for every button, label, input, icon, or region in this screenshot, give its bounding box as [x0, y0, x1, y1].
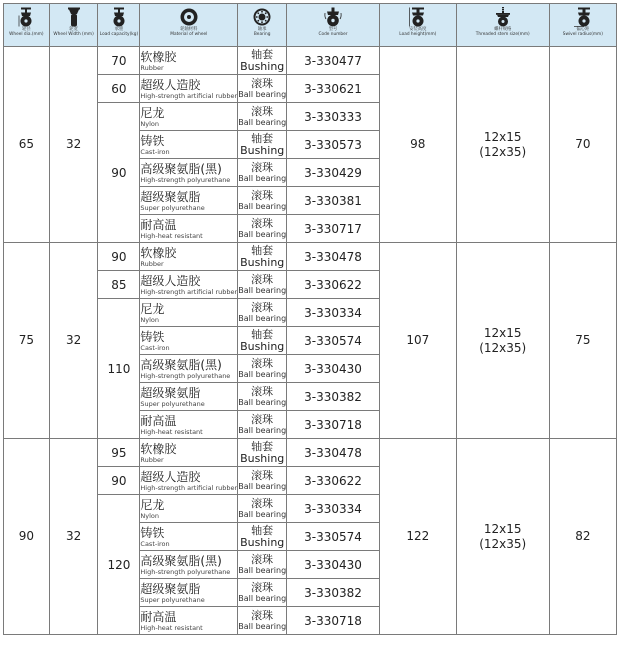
material-en: High-strength polyurethane [140, 567, 231, 576]
threaded-stem-line1: 12x15 [483, 325, 522, 340]
load-capacity-cell: 90 [98, 103, 140, 243]
bearing-en: Ball bearing [238, 118, 287, 127]
material-cell [140, 551, 238, 579]
bearing-cell [238, 495, 287, 523]
material-zh: 高级聚氨脂(黑) [140, 357, 222, 372]
bearing-cell [238, 131, 287, 159]
header-label-en: Wheel dia.(mm) [9, 32, 44, 37]
load-height-icon [408, 7, 428, 27]
bearing-zh: 滚珠 [251, 609, 274, 622]
threaded-stem-cell [456, 243, 549, 439]
wheel-diameter-cell: 90 [4, 439, 50, 635]
material-zh: 超级聚氨脂 [140, 189, 201, 204]
wheel-diameter-cell: 65 [4, 47, 50, 243]
bearing-en: Ball bearing [238, 594, 287, 603]
bearing-icon [253, 7, 271, 27]
header-label-zh: 螺杆规格 [494, 27, 512, 32]
bearing-cell [238, 271, 287, 299]
code-number-cell: 3-330429 [287, 159, 380, 187]
code-number-cell: 3-330430 [287, 551, 380, 579]
material-zh: 超级聚氨脂 [140, 581, 201, 596]
bearing-zh: 轴套 [251, 439, 274, 453]
material-en: Nylon [140, 119, 160, 128]
bearing-zh: 轴套 [251, 327, 274, 341]
material-cell [140, 271, 238, 299]
bearing-cell [238, 299, 287, 327]
bearing-zh: 滚珠 [251, 273, 274, 286]
code-number-cell: 3-330333 [287, 103, 380, 131]
material-en: High-heat resistant [140, 427, 203, 436]
bearing-cell [238, 355, 287, 383]
table-row [4, 439, 617, 467]
code-number-cell: 3-330477 [287, 47, 380, 75]
bearing-zh: 滚珠 [251, 413, 274, 426]
material-en: Nylon [140, 315, 160, 324]
material-en: Nylon [140, 511, 160, 520]
bearing-en: Bushing [240, 451, 285, 465]
material-zh: 耐高温 [140, 609, 177, 624]
material-cell [140, 243, 238, 271]
bearing-en: Ball bearing [238, 286, 287, 295]
bearing-en: Ball bearing [238, 314, 287, 323]
threaded-stem-cell [456, 47, 549, 243]
load-capacity-cell: 90 [98, 243, 140, 271]
bearing-en: Bushing [240, 143, 285, 157]
bearing-zh: 滚珠 [251, 357, 274, 370]
bearing-en: Bushing [240, 59, 285, 73]
material-en: Cast-iron [140, 539, 170, 548]
load-capacity-cell: 95 [98, 439, 140, 467]
bearing-zh: 滚珠 [251, 301, 274, 314]
code-number-cell: 3-330382 [287, 579, 380, 607]
header-code-number [287, 4, 380, 47]
material-cell [140, 103, 238, 131]
header-label-zh: 偏心距 [576, 27, 590, 32]
material-cell [140, 439, 238, 467]
header-label-en: Material of wheel [170, 32, 208, 37]
material-cell [140, 215, 238, 243]
table-row [4, 47, 617, 75]
material-cell [140, 467, 238, 495]
material-cell [140, 327, 238, 355]
threaded-stem-icon [493, 7, 513, 27]
material-zh: 尼龙 [140, 497, 165, 512]
header-label-en: Wheel Width (mm) [53, 32, 94, 37]
bearing-cell [238, 551, 287, 579]
header-label-zh: 承重 [114, 27, 124, 32]
bearing-zh: 滚珠 [251, 385, 274, 398]
bearing-cell [238, 607, 287, 635]
bearing-en: Ball bearing [238, 370, 287, 379]
table-row [4, 243, 617, 271]
load-capacity-cell: 120 [98, 495, 140, 635]
load-capacity-cell: 90 [98, 467, 140, 495]
material-cell [140, 495, 238, 523]
threaded-stem-line2: (12x35) [479, 144, 527, 159]
swivel-radius-cell: 75 [549, 243, 616, 439]
header-wheel-width [49, 4, 98, 47]
material-cell [140, 131, 238, 159]
threaded-stem-cell [456, 439, 549, 635]
bearing-cell [238, 327, 287, 355]
load-height-cell: 107 [379, 243, 456, 439]
bearing-en: Ball bearing [238, 566, 287, 575]
header-label-zh: 轴承 [257, 27, 267, 32]
header-wheel-dia [4, 4, 50, 47]
header-label-en: Load capacity(kg) [99, 32, 139, 37]
material-cell [140, 187, 238, 215]
swivel-radius-cell: 82 [549, 439, 616, 635]
wheel-material-icon [180, 7, 198, 27]
load-capacity-cell: 60 [98, 75, 140, 103]
header-label-zh: 轮宽 [69, 27, 78, 32]
header-threaded-stem [456, 4, 549, 47]
code-number-cell: 3-330382 [287, 383, 380, 411]
load-capacity-cell: 85 [98, 271, 140, 299]
code-number-cell: 3-330622 [287, 467, 380, 495]
material-en: Rubber [140, 455, 164, 464]
header-label-zh: 轮轴材料 [180, 27, 198, 32]
material-zh: 耐高温 [140, 217, 177, 232]
bearing-cell [238, 411, 287, 439]
material-cell [140, 75, 238, 103]
material-cell [140, 47, 238, 75]
material-zh: 超级聚氨脂 [140, 385, 201, 400]
material-en: Super polyurethane [140, 595, 205, 604]
material-zh: 超级人造胶 [140, 77, 201, 92]
material-zh: 软橡胶 [140, 441, 177, 456]
material-en: High-strength polyurethane [140, 371, 231, 380]
bearing-cell [238, 439, 287, 467]
code-number-cell: 3-330718 [287, 411, 380, 439]
header-label-en: Threaded stem size(mm) [475, 32, 530, 37]
code-number-cell: 3-330621 [287, 75, 380, 103]
bearing-en: Bushing [240, 535, 285, 549]
swivel-radius-icon [573, 7, 593, 27]
material-cell [140, 299, 238, 327]
material-zh: 尼龙 [140, 105, 165, 120]
material-en: Rubber [140, 63, 164, 72]
load-height-cell: 98 [379, 47, 456, 243]
header-load-height [379, 4, 456, 47]
wheel-diameter-icon [18, 7, 34, 27]
bearing-en: Ball bearing [238, 230, 287, 239]
material-zh: 铸铁 [140, 329, 165, 344]
bearing-cell [238, 159, 287, 187]
code-number-cell: 3-330718 [287, 607, 380, 635]
threaded-stem-line1: 12x15 [483, 129, 522, 144]
load-height-cell: 122 [379, 439, 456, 635]
bearing-cell [238, 467, 287, 495]
header-label-en: Swivel radius(mm) [562, 32, 603, 37]
material-en: High-strength artificial rubber [140, 483, 238, 492]
threaded-stem-line1: 12x15 [483, 521, 522, 536]
bearing-en: Ball bearing [238, 398, 287, 407]
bearing-zh: 滚珠 [251, 217, 274, 230]
header-label-zh: 安装高度 [409, 27, 427, 32]
bearing-zh: 轴套 [251, 131, 274, 145]
material-en: High-strength polyurethane [140, 175, 231, 184]
header-label-zh: 型号 [328, 27, 338, 32]
bearing-cell [238, 579, 287, 607]
material-en: High-heat resistant [140, 623, 203, 632]
material-en: Cast-iron [140, 147, 170, 156]
bearing-cell [238, 523, 287, 551]
bearing-en: Ball bearing [238, 622, 287, 631]
material-cell [140, 411, 238, 439]
swivel-caster-icon [324, 7, 342, 27]
header-label-en: Load height(mm) [399, 32, 437, 37]
caster-spec-table [3, 3, 617, 635]
material-cell [140, 579, 238, 607]
material-zh: 高级聚氨脂(黑) [140, 161, 222, 176]
material-cell [140, 159, 238, 187]
material-cell [140, 607, 238, 635]
material-zh: 耐高温 [140, 413, 177, 428]
bearing-en: Ball bearing [238, 202, 287, 211]
bearing-zh: 滚珠 [251, 189, 274, 202]
bearing-zh: 滚珠 [251, 469, 274, 482]
material-en: Super polyurethane [140, 203, 205, 212]
load-capacity-cell: 70 [98, 47, 140, 75]
material-zh: 高级聚氨脂(黑) [140, 553, 222, 568]
bearing-en: Bushing [240, 255, 285, 269]
bearing-cell [238, 75, 287, 103]
bearing-en: Ball bearing [238, 426, 287, 435]
wheel-width-cell: 32 [49, 243, 98, 439]
bearing-cell [238, 187, 287, 215]
bearing-cell [238, 47, 287, 75]
wheel-diameter-cell: 75 [4, 243, 50, 439]
bearing-en: Ball bearing [238, 174, 287, 183]
code-number-cell: 3-330478 [287, 439, 380, 467]
bearing-en: Ball bearing [238, 90, 287, 99]
material-en: High-strength artificial rubber [140, 287, 238, 296]
code-number-cell: 3-330334 [287, 299, 380, 327]
material-cell [140, 355, 238, 383]
material-zh: 软橡胶 [140, 49, 177, 64]
bearing-en: Ball bearing [238, 482, 287, 491]
header-label-en: Bearing [253, 32, 271, 37]
material-cell [140, 523, 238, 551]
bearing-zh: 滚珠 [251, 497, 274, 510]
bearing-zh: 滚珠 [251, 105, 274, 118]
bearing-zh: 滚珠 [251, 553, 274, 566]
header-label-zh: 轮径 [22, 27, 31, 32]
material-en: Super polyurethane [140, 399, 205, 408]
bearing-zh: 滚珠 [251, 581, 274, 594]
code-number-cell: 3-330574 [287, 523, 380, 551]
code-number-cell: 3-330622 [287, 271, 380, 299]
bearing-zh: 滚珠 [251, 161, 274, 174]
bearing-zh: 轴套 [251, 47, 274, 61]
material-zh: 铸铁 [140, 133, 165, 148]
material-en: Rubber [140, 259, 164, 268]
material-en: High-strength artificial rubber [140, 91, 238, 100]
threaded-stem-line2: (12x35) [479, 536, 527, 551]
header-load-capacity [98, 4, 140, 47]
material-en: High-heat resistant [140, 231, 203, 240]
bearing-zh: 轴套 [251, 243, 274, 257]
material-zh: 铸铁 [140, 525, 165, 540]
code-number-cell: 3-330573 [287, 131, 380, 159]
material-cell [140, 383, 238, 411]
bearing-cell [238, 383, 287, 411]
header-wheel-material [140, 4, 238, 47]
header-row [4, 4, 617, 47]
code-number-cell: 3-330430 [287, 355, 380, 383]
bearing-en: Bushing [240, 339, 285, 353]
material-zh: 超级人造胶 [140, 469, 201, 484]
bearing-cell [238, 215, 287, 243]
bearing-zh: 轴套 [251, 523, 274, 537]
code-number-cell: 3-330381 [287, 187, 380, 215]
material-en: Cast-iron [140, 343, 170, 352]
header-label-en: Code number [318, 32, 348, 37]
material-zh: 尼龙 [140, 301, 165, 316]
load-capacity-icon [111, 7, 127, 27]
swivel-radius-cell: 70 [549, 47, 616, 243]
bearing-zh: 滚珠 [251, 77, 274, 90]
bearing-cell [238, 243, 287, 271]
load-capacity-cell: 110 [98, 299, 140, 439]
header-swivel-radius [549, 4, 616, 47]
threaded-stem-line2: (12x35) [479, 340, 527, 355]
material-zh: 超级人造胶 [140, 273, 201, 288]
code-number-cell: 3-330717 [287, 215, 380, 243]
bearing-en: Ball bearing [238, 510, 287, 519]
material-zh: 软橡胶 [140, 245, 177, 260]
wheel-width-cell: 32 [49, 47, 98, 243]
code-number-cell: 3-330478 [287, 243, 380, 271]
wheel-width-cell: 32 [49, 439, 98, 635]
code-number-cell: 3-330334 [287, 495, 380, 523]
code-number-cell: 3-330574 [287, 327, 380, 355]
bearing-cell [238, 103, 287, 131]
header-bearing [238, 4, 287, 47]
wheel-width-icon [66, 7, 82, 27]
